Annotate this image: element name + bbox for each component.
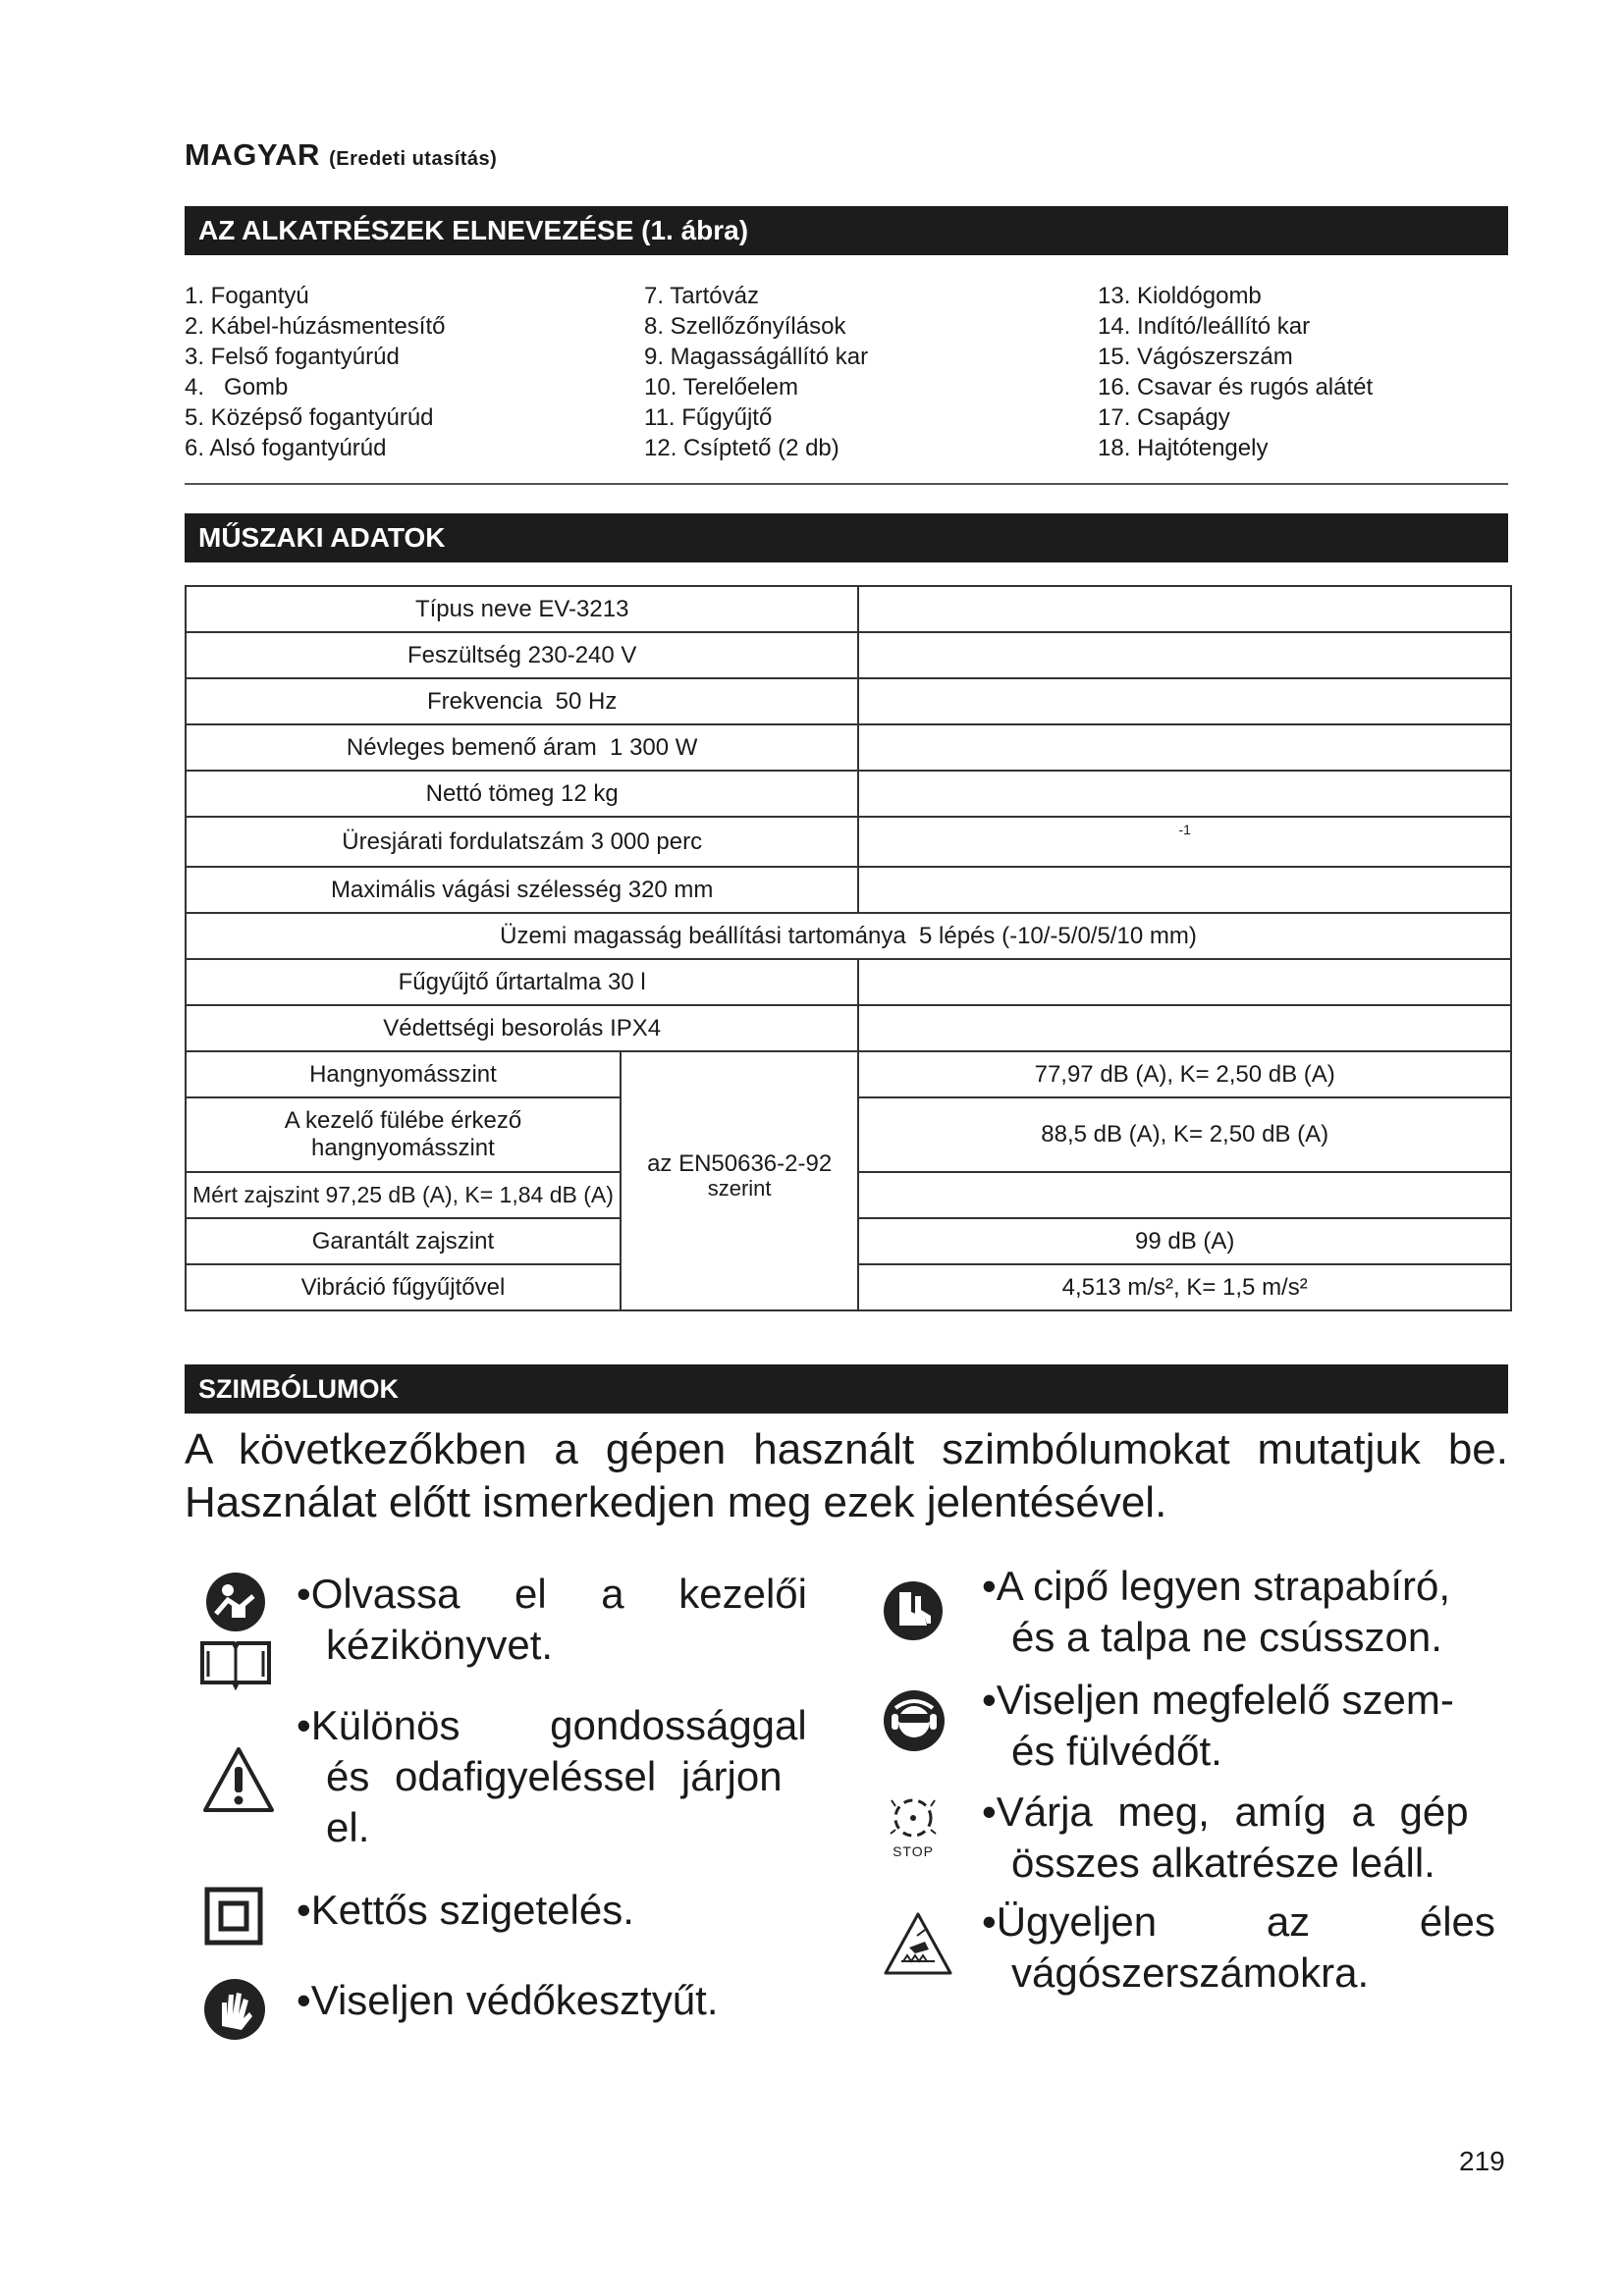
part-item: 13. Kioldógomb: [1098, 283, 1262, 309]
spec-value: [858, 724, 1511, 771]
spec-label: Nettó tömeg 12 kg: [186, 771, 858, 817]
parts-column-1: [185, 281, 446, 463]
noise-label: Mért zajszint 97,25 dB (A), K= 1,84 dB (A): [186, 1172, 621, 1218]
standard-cell: [621, 1051, 858, 1310]
spec-value: [858, 867, 1511, 913]
spec-value: [858, 632, 1511, 678]
part-item: 7. Tartóváz: [644, 283, 759, 309]
symbol-line: Ügyeljen az éles: [996, 1898, 1495, 1945]
table-row: [186, 867, 1511, 913]
symbols-section-title: SZIMBÓLUMOK: [185, 1364, 1508, 1414]
specs-section-title: MŰSZAKI ADATOK: [185, 513, 1508, 562]
intro-line-2: Használat előtt ismerkedjen meg ezek jelentésével.: [185, 1478, 1167, 1526]
symbol-line: Viseljen megfelelő szem-: [996, 1677, 1454, 1723]
part-item: 8. Szellőzőnyílások: [644, 313, 846, 340]
spec-label: Feszültség 230-240 V: [186, 632, 858, 678]
part-item: 9. Magasságállító kar: [644, 344, 869, 370]
noise-label: Garantált zajszint: [186, 1218, 621, 1264]
parts-column-2: [644, 281, 868, 463]
symbol-line: Várja meg, amíg a gép: [996, 1789, 1469, 1835]
table-row: [186, 817, 1511, 867]
noise-value: 99 dB (A): [858, 1218, 1511, 1264]
symbol-line: kézikönyvet.: [326, 1622, 554, 1668]
gloves-icon: [202, 1977, 267, 2047]
symbol-line: és fülvédőt.: [1011, 1728, 1222, 1774]
noise-value: 77,97 dB (A), K= 2,50 dB (A): [858, 1051, 1511, 1097]
spec-label: Üresjárati fordulatszám 3 000 perc: [186, 817, 858, 867]
part-item: 11. Fűgyűjtő: [644, 404, 773, 431]
symbol-line: és a talpa ne csússzon.: [1011, 1614, 1442, 1660]
spec-value: [858, 678, 1511, 724]
divider: [185, 483, 1508, 485]
boots-icon: [882, 1578, 945, 1648]
symbol-text-blade: •Ügyeljen az éles vágószerszámokra.: [982, 1896, 1512, 1999]
noise-value: 88,5 dB (A), K= 2,50 dB (A): [858, 1097, 1511, 1172]
warning-triangle-icon: [201, 1745, 276, 1819]
symbols-intro: [185, 1423, 1508, 1529]
symbol-text-warning: •Különös gondossággal és odafigyeléssel járjon el.: [297, 1700, 817, 1853]
table-row: [186, 1005, 1511, 1051]
noise-label: Hangnyomásszint: [186, 1051, 621, 1097]
spec-value: [858, 771, 1511, 817]
table-row: [186, 632, 1511, 678]
spec-value: -1: [858, 817, 1511, 867]
spec-value: [858, 586, 1511, 632]
sharp-blade-icon: [882, 1910, 954, 1982]
header-language: MAGYAR: [185, 137, 320, 172]
noise-value: 4,513 m/s², K= 1,5 m/s²: [858, 1264, 1511, 1310]
part-item: 16. Csavar és rugós alátét: [1098, 374, 1374, 400]
table-row: [186, 724, 1511, 771]
symbol-line: Olvassa el a kezelői: [310, 1571, 807, 1617]
part-item: 17. Csapágy: [1098, 404, 1230, 431]
symbol-text-boots: •A cipő legyen strapabíró, és a talpa ne csússzon.: [982, 1561, 1512, 1663]
symbol-line: Különös gondossággal: [310, 1702, 807, 1748]
symbol-text-double-insulation: •Kettős szigetelés.: [297, 1887, 634, 1933]
symbol-line: vágószerszámokra.: [1011, 1949, 1370, 1996]
part-item: 12. Csíptető (2 db): [644, 435, 839, 461]
spec-label: Frekvencia 50 Hz: [186, 678, 858, 724]
table-row: [186, 771, 1511, 817]
spec-label: Fűgyűjtő űrtartalma 30 l: [186, 959, 858, 1005]
part-item: 18. Hajtótengely: [1098, 435, 1269, 461]
standard-suffix: szerint: [707, 1176, 772, 1201]
part-item: 6. Alsó fogantyúrúd: [185, 435, 387, 461]
table-row: [186, 1051, 1511, 1097]
part-item: 2. Kábel-húzásmentesítő: [185, 313, 446, 340]
symbol-line: Kettős szigetelés.: [310, 1887, 634, 1933]
part-item: 4. Gomb: [185, 374, 289, 400]
table-row: [186, 913, 1511, 959]
noise-label: Vibráció fűgyűjtővel: [186, 1264, 621, 1310]
part-item: 15. Vágószerszám: [1098, 344, 1293, 370]
stop-label: STOP: [893, 1843, 934, 1859]
part-item: 3. Felső fogantyúrúd: [185, 344, 400, 370]
symbol-line: összes alkatrésze leáll.: [1011, 1840, 1435, 1886]
parts-column-3: [1098, 281, 1373, 463]
page-number: 219: [1459, 2146, 1505, 2176]
noise-label: A kezelő fülébe érkező hangnyomásszint: [186, 1097, 621, 1172]
intro-line-1: A következőkben a gépen használt szimbólumokat mutatjuk be.: [185, 1425, 1508, 1473]
double-insulation-icon: [204, 1887, 263, 1950]
header-subtitle: (Eredeti utasítás): [329, 148, 498, 170]
part-item: 5. Középső fogantyúrúd: [185, 404, 434, 431]
table-row: [186, 678, 1511, 724]
symbol-text-eye-ear: •Viseljen megfelelő szem- és fülvédőt.: [982, 1675, 1512, 1777]
symbol-line: A cipő legyen strapabíró,: [996, 1563, 1451, 1609]
noise-value: [858, 1172, 1511, 1218]
symbol-line: és odafigyeléssel járjon: [326, 1753, 783, 1799]
eye-ear-protection-icon: [882, 1688, 947, 1758]
symbol-text-read-manual: •Olvassa el a kezelői kézikönyvet.: [297, 1569, 807, 1671]
table-row: [186, 586, 1511, 632]
symbol-line: Viseljen védőkesztyűt.: [310, 1977, 719, 2023]
spec-value: [858, 1005, 1511, 1051]
symbol-line: el.: [326, 1804, 370, 1850]
spec-label: Üzemi magasság beállítási tartománya 5 lépés (-10/-5/0/5/10 mm): [186, 913, 1511, 959]
parts-section-title: AZ ALKATRÉSZEK ELNEVEZÉSE (1. ábra): [185, 206, 1508, 255]
stop-wait-icon: [886, 1792, 941, 1866]
read-manual-icon: [194, 1569, 277, 1695]
spec-value: [858, 959, 1511, 1005]
document-header: [185, 137, 497, 173]
spec-label: Védettségi besorolás IPX4: [186, 1005, 858, 1051]
spec-label: Típus neve EV-3213: [186, 586, 858, 632]
part-item: 10. Terelőelem: [644, 374, 798, 400]
symbol-text-stop: •Várja meg, amíg a gép összes alkatrésze leáll.: [982, 1787, 1512, 1889]
spec-label: Névleges bemenő áram 1 300 W: [186, 724, 858, 771]
part-item: 14. Indító/leállító kar: [1098, 313, 1311, 340]
table-row: [186, 959, 1511, 1005]
part-item: 1. Fogantyú: [185, 283, 309, 309]
symbol-text-gloves: •Viseljen védőkesztyűt.: [297, 1977, 719, 2023]
standard-text: az EN50636-2-92: [647, 1150, 833, 1177]
specs-table: [185, 585, 1512, 1311]
spec-label: Maximális vágási szélesség 320 mm: [186, 867, 858, 913]
